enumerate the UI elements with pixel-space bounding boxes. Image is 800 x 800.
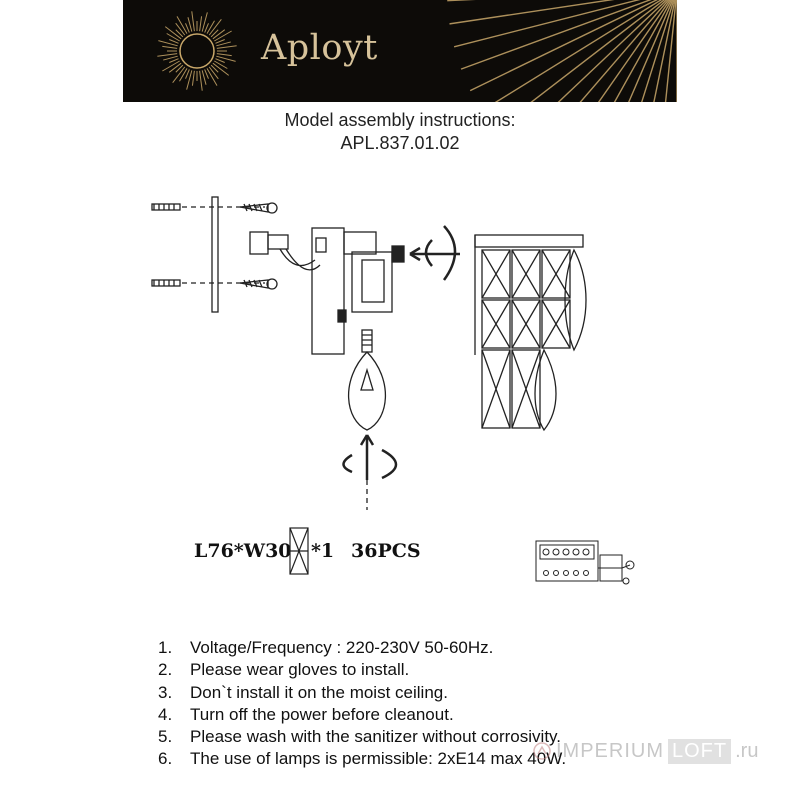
sunburst-decoration xyxy=(123,0,677,102)
crystal-dimensions: L76*W30 xyxy=(194,540,292,562)
screw-bottom xyxy=(240,279,277,289)
watermark-domain: .ru xyxy=(735,739,759,762)
assembly-diagram xyxy=(140,180,620,510)
wiring-diagram xyxy=(530,535,640,595)
safety-notes xyxy=(158,637,566,771)
crystal-shade xyxy=(475,235,586,430)
knurled-nut xyxy=(392,246,404,262)
crystal-piece-icon xyxy=(287,526,311,576)
note-item: 5. Please wash with the sanitizer without corrosivity. xyxy=(158,727,562,747)
watermark-text: IMPERIUM xyxy=(556,739,664,762)
watermark xyxy=(532,736,758,766)
screw-top xyxy=(240,203,277,213)
crystal-count: 36PCS xyxy=(351,540,421,562)
fixture-body xyxy=(312,228,392,354)
rotate-arrow-bottom-icon xyxy=(344,435,397,480)
note-item: 2. Please wear gloves to install. xyxy=(158,660,410,680)
watermark-logo-icon xyxy=(532,741,552,761)
note-item: 4. Turn off the power before cleanout. xyxy=(158,704,454,724)
model-number: APL.837.01.02 xyxy=(340,133,460,153)
mounting-plate xyxy=(212,197,218,312)
brand-banner xyxy=(123,0,677,102)
wall-anchor-bottom xyxy=(152,280,180,286)
watermark-box: LOFT xyxy=(668,739,731,764)
note-item: 1. Voltage/Frequency : 220-230V 50-60Hz. xyxy=(158,638,494,657)
note-item: 3. Don`t install it on the moist ceiling. xyxy=(158,682,448,702)
crystal-quantity: *1 xyxy=(311,540,335,562)
rotate-arrow-right-icon xyxy=(410,226,460,280)
page-title: Model assembly instructions: xyxy=(284,110,516,130)
terminal-block xyxy=(250,232,320,270)
brand-name: Aployt xyxy=(261,28,378,68)
e14-bulb-icon xyxy=(349,330,386,430)
wall-anchor-top xyxy=(152,204,180,210)
note-item: 6. The use of lamps is permissible: 2xE14 max 40W. xyxy=(158,749,567,769)
